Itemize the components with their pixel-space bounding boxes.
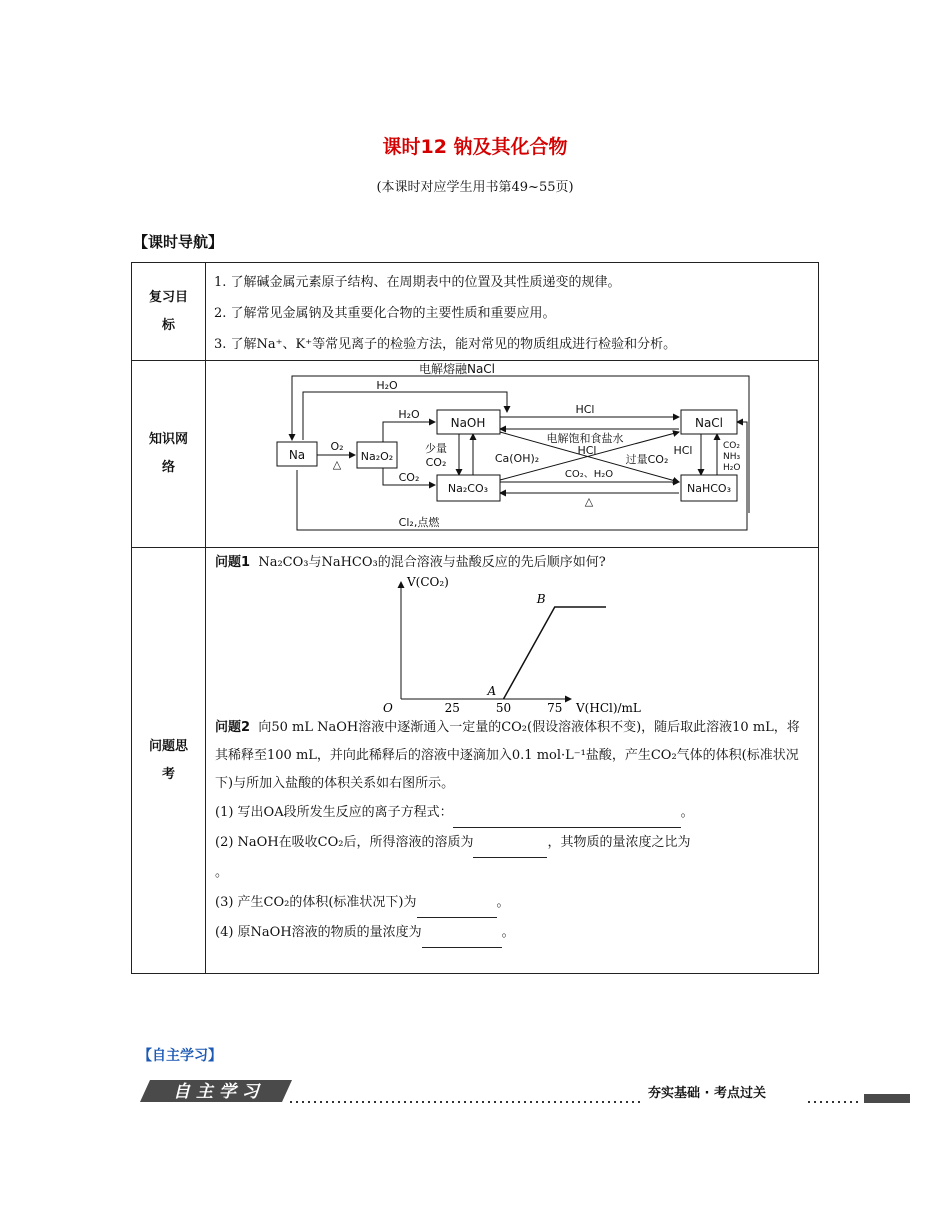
goals-cell <box>206 263 819 361</box>
label-small-co2: CO₂ <box>425 456 447 469</box>
q2-sub2: (2) NaOH在吸收CO₂后，所得溶液的溶质为 ，其物质的量浓度之比为 。 <box>215 835 691 880</box>
point-label-b: B <box>536 592 546 606</box>
label-h2o-r: H₂O <box>723 463 741 473</box>
q1-line <box>207 552 817 574</box>
page-title: 课时12 钠及其化合物 <box>382 136 568 158</box>
q2-text: 向50 mL NaOH溶液中逐渐通入一定量的CO₂(假设溶液体积不变)，随后取此溶液10 mL，将其稀释至100 mL，并向此稀释后的溶液中逐滴加入0.1 mol·L⁻¹盐酸，产生CO₂气体的体积(标准状况下)与所加入盐酸的体积关系如右图所示。 <box>215 720 800 791</box>
node-nahco3-label: NaHCO₃ <box>687 482 731 495</box>
banner-right-text: 夯实基础 · 考点过关 <box>648 1086 766 1101</box>
answer-blank-1[interactable] <box>453 813 681 828</box>
label-o2: O₂ <box>330 440 344 453</box>
x-axis-label: V(HCl)/mL <box>576 701 641 714</box>
answer-blank-3[interactable] <box>417 903 497 918</box>
label-electrolysis-molten: 电解熔融NaCl <box>418 362 496 376</box>
network-label: 知识网络 <box>132 361 206 548</box>
label-heat1: △ <box>332 458 342 471</box>
label-hcl-cross: HCl <box>577 444 597 457</box>
label-small: 少量 <box>425 442 447 455</box>
banner-right-block <box>864 1094 910 1103</box>
node-na2co3-label: Na₂CO₃ <box>447 482 489 495</box>
node-na2o2-label: Na₂O₂ <box>360 450 394 463</box>
node-na-label: Na <box>288 448 306 462</box>
label-excess-co2: 过量CO₂ <box>625 453 669 466</box>
x-tick-label: 50 <box>495 701 512 714</box>
q2-sub1: (1) 写出OA段所发生反应的离子方程式： 。 <box>207 798 817 828</box>
goal-item: 1. 了解碱金属元素原子结构、在周期表中的位置及其性质递变的规律。 <box>214 275 621 290</box>
questions-label: 问题思考 <box>132 548 206 974</box>
q2-sub4: (4) 原NaOH溶液的物质的量浓度为 。 <box>207 918 817 948</box>
label-cl2-burn: Cl₂,点燃 <box>398 516 440 529</box>
co2-volume-chart <box>211 574 811 714</box>
goal-item: 3. 了解Na⁺、K⁺等常见离子的检验方法，能对常见的物质组成进行检验和分析。 <box>214 337 677 352</box>
answer-blank-4[interactable] <box>422 933 502 948</box>
y-axis-label: V(CO₂) <box>407 575 449 589</box>
label-co2-h2o: CO₂、H₂O <box>564 469 614 480</box>
label-heat2: △ <box>584 495 594 508</box>
node-nacl-label: NaCl <box>694 416 724 430</box>
goal-item: 2. 了解常见金属钠及其重要化合物的主要性质和重要应用。 <box>214 306 556 321</box>
q1-text: Na₂CO₃与NaHCO₃的混合溶液与盐酸反应的先后顺序如何? <box>258 555 606 570</box>
label-ca-oh2: Ca(OH)₂ <box>494 452 540 465</box>
section-banner <box>140 1078 910 1108</box>
label-nh3-r: NH₃ <box>723 452 741 462</box>
label-hcl-top: HCl <box>575 403 595 416</box>
banner-left-text: 自 主 学 习 <box>173 1082 259 1102</box>
label-h2o-top: H₂O <box>376 379 398 392</box>
label-hcl-right: HCl <box>673 444 693 457</box>
q2-label: 问题2 <box>215 720 251 735</box>
label-co2-r: CO₂ <box>723 441 740 451</box>
q1-label: 问题1 <box>215 555 251 570</box>
goals-label: 复习目标 <box>132 263 206 361</box>
questions-cell <box>206 548 819 974</box>
origin-label: O <box>383 701 393 714</box>
q2-block <box>207 714 817 798</box>
x-tick-label: 25 <box>444 701 460 714</box>
label-co2-low: CO₂ <box>398 471 420 484</box>
point-label-a: A <box>487 684 497 698</box>
network-cell <box>206 361 819 548</box>
label-electrolysis-brine: 电解饱和食盐水 <box>546 432 624 445</box>
node-naoh-label: NaOH <box>450 416 486 430</box>
nav-heading: 【课时导航】 <box>133 233 224 251</box>
knowledge-network-diagram <box>207 362 817 546</box>
section-tag: 【自主学习】 <box>138 1048 222 1064</box>
label-h2o-mid: H₂O <box>398 408 420 421</box>
x-tick-label: 75 <box>547 701 563 714</box>
q2-sub3: (3) 产生CO₂的体积(标准状况下)为 。 <box>207 888 817 918</box>
series-line <box>504 607 607 699</box>
lesson-table <box>131 262 819 974</box>
answer-blank-2[interactable] <box>473 843 547 858</box>
page-subtitle: (本课时对应学生用书第49~55页) <box>376 180 574 195</box>
